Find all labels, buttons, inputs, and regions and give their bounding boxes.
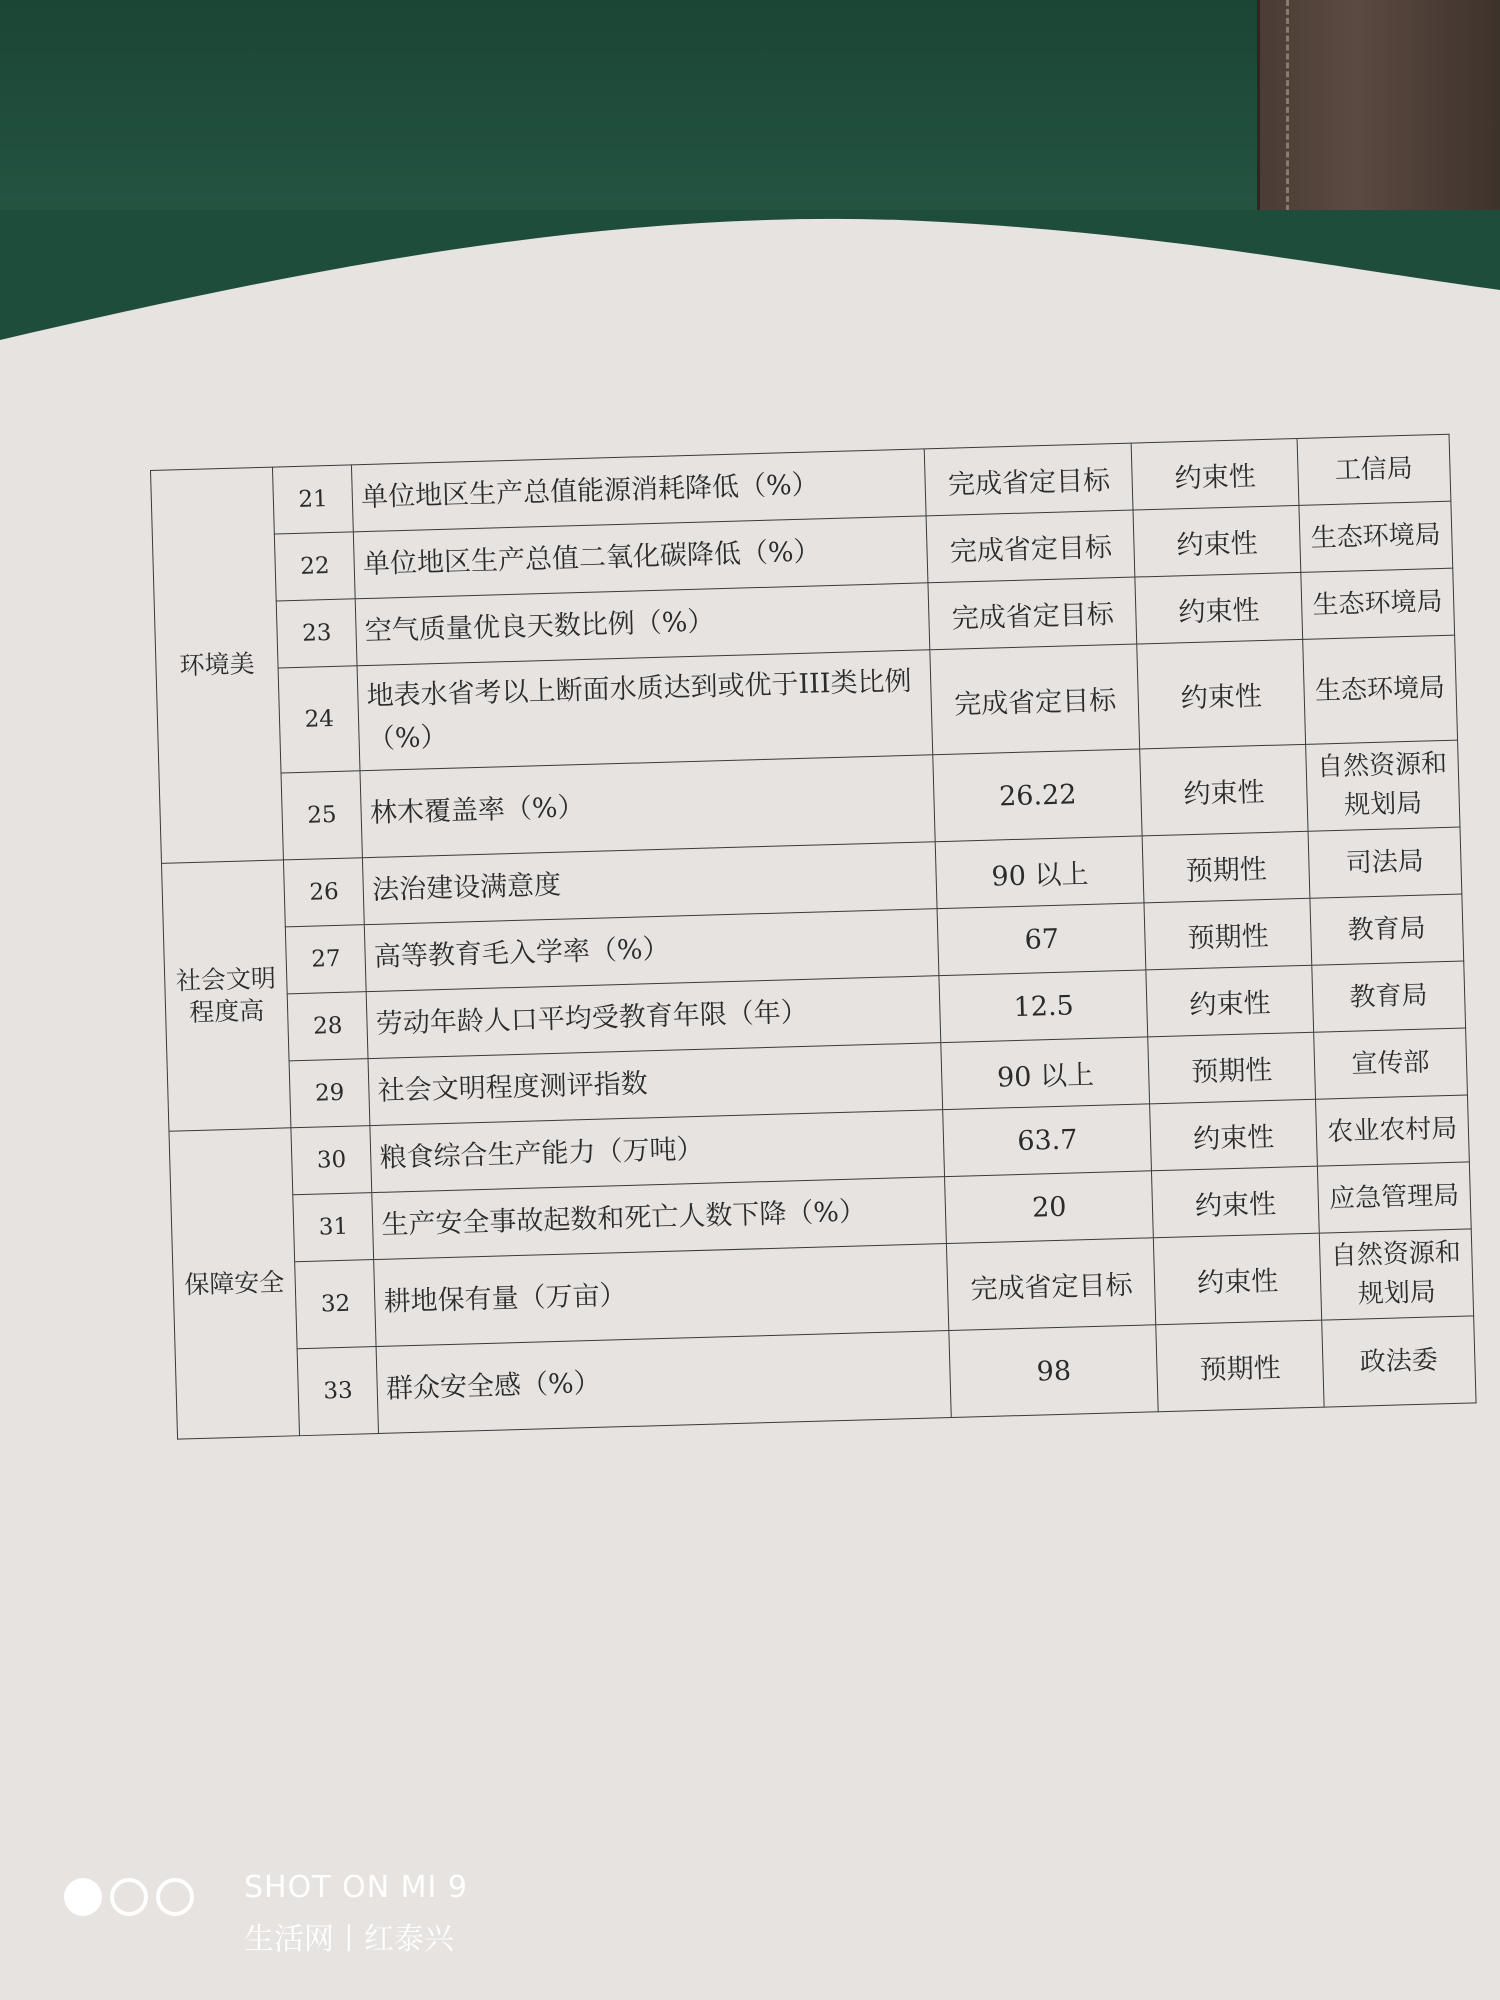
target-cell: 完成省定目标 — [947, 1238, 1157, 1331]
category-cell: 环境美 — [151, 467, 284, 863]
watermark-source: 生活网丨红泰兴 — [244, 1922, 454, 1957]
row-number-cell: 26 — [284, 858, 365, 927]
row-number-cell: 21 — [273, 465, 354, 534]
indicator-cell: 耕地保有量（万亩） — [374, 1244, 949, 1347]
indicator-cell: 空气质量优良天数比例（%） — [355, 583, 930, 666]
target-cell: 完成省定目标 — [924, 443, 1133, 516]
type-cell: 约束性 — [1150, 1099, 1317, 1171]
row-number-cell: 28 — [287, 992, 368, 1061]
department-cell: 司法局 — [1308, 827, 1462, 898]
indicator-cell: 劳动年龄人口平均受教育年限（年） — [366, 976, 941, 1059]
indicator-cell: 法治建设满意度 — [363, 842, 938, 925]
camera-watermark — [64, 1870, 584, 1970]
type-cell: 约束性 — [1154, 1233, 1322, 1325]
row-number-cell: 23 — [276, 599, 357, 668]
type-cell: 约束性 — [1140, 744, 1308, 836]
indicator-cell: 社会文明程度测评指数 — [368, 1043, 943, 1126]
department-cell: 生态环境局 — [1299, 501, 1453, 572]
department-cell: 宣传部 — [1313, 1028, 1467, 1099]
department-cell: 应急管理局 — [1317, 1162, 1471, 1233]
target-cell: 完成省定目标 — [928, 577, 1137, 650]
type-cell: 预期性 — [1144, 898, 1311, 970]
target-cell: 完成省定目标 — [926, 510, 1135, 583]
indicator-cell: 林木覆盖率（%） — [360, 755, 935, 858]
department-cell: 教育局 — [1310, 894, 1464, 965]
row-number-cell: 24 — [278, 666, 360, 773]
target-cell: 63.7 — [943, 1104, 1152, 1177]
indicator-table-body — [151, 434, 1477, 1439]
department-cell: 政法委 — [1321, 1316, 1476, 1407]
indicator-cell: 高等教育毛入学率（%） — [365, 909, 940, 992]
department-cell: 生态环境局 — [1302, 635, 1457, 744]
row-number-cell: 22 — [275, 532, 356, 601]
indicator-cell: 群众安全感（%） — [376, 1331, 951, 1434]
row-number-cell: 25 — [281, 771, 363, 860]
watermark-camera-model: SHOT ON MI 9 — [244, 1870, 469, 1905]
row-number-cell: 32 — [295, 1260, 377, 1349]
type-cell: 预期性 — [1148, 1032, 1315, 1104]
camera-lens-dots-icon — [64, 1878, 202, 1916]
type-cell: 预期性 — [1143, 831, 1310, 903]
indicator-cell: 地表水省考以上断面水质达到或优于III类比例（%） — [357, 650, 933, 771]
target-cell: 20 — [945, 1171, 1154, 1244]
indicator-cell: 单位地区生产总值二氧化碳降低（%） — [354, 516, 929, 599]
row-number-cell: 31 — [293, 1193, 374, 1262]
department-cell: 自然资源和规划局 — [1319, 1229, 1474, 1320]
row-number-cell: 29 — [289, 1059, 370, 1128]
department-cell: 生态环境局 — [1301, 568, 1455, 639]
target-cell: 完成省定目标 — [930, 644, 1140, 755]
department-cell: 农业农村局 — [1315, 1095, 1469, 1166]
target-cell: 12.5 — [939, 970, 1148, 1043]
type-cell: 约束性 — [1132, 438, 1299, 510]
type-cell: 约束性 — [1133, 505, 1300, 577]
indicator-cell: 生产安全事故起数和死亡人数下降（%） — [372, 1177, 947, 1260]
target-cell: 26.22 — [933, 749, 1143, 842]
table-sheet — [150, 434, 1483, 1670]
row-number-cell: 33 — [297, 1347, 379, 1436]
target-cell: 98 — [949, 1325, 1159, 1418]
indicator-cell: 单位地区生产总值能源消耗降低（%） — [352, 449, 927, 532]
category-cell: 社会文明程度高 — [161, 860, 291, 1131]
department-cell: 工信局 — [1297, 434, 1451, 505]
department-cell: 自然资源和规划局 — [1305, 740, 1460, 831]
target-cell: 90 以上 — [935, 836, 1144, 909]
department-cell: 教育局 — [1312, 961, 1466, 1032]
indicator-table — [150, 434, 1477, 1440]
row-number-cell: 30 — [291, 1126, 372, 1195]
type-cell: 约束性 — [1152, 1166, 1319, 1238]
type-cell: 预期性 — [1156, 1320, 1324, 1412]
indicator-cell: 粮食综合生产能力（万吨） — [370, 1110, 945, 1193]
target-cell: 90 以上 — [941, 1037, 1150, 1110]
type-cell: 约束性 — [1137, 639, 1305, 749]
type-cell: 约束性 — [1135, 572, 1302, 644]
category-cell: 保障安全 — [169, 1128, 300, 1439]
type-cell: 约束性 — [1146, 965, 1313, 1037]
row-number-cell: 27 — [285, 925, 366, 994]
target-cell: 67 — [937, 903, 1146, 976]
